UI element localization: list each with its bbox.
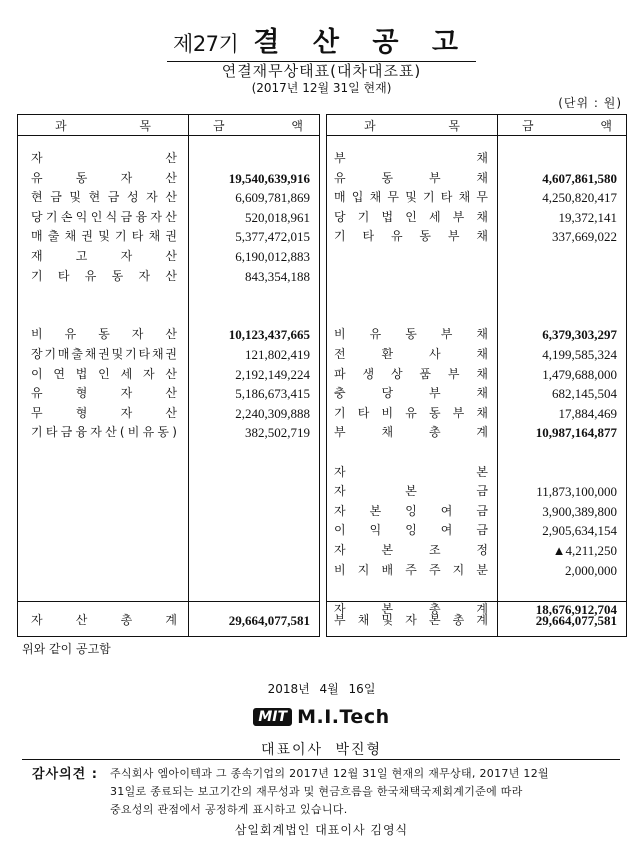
liab-equity-row — [326, 149, 626, 168]
liab-equity-label: 유 동 부 채 — [334, 170, 488, 185]
liab-equity-row — [326, 267, 626, 286]
liab-equity-row — [326, 521, 626, 540]
asset-row — [17, 345, 317, 364]
asset-label: 당 기 손 익 인 식 금 융 자 산 — [31, 209, 177, 224]
asset-value: 6,609,781,869 — [235, 190, 310, 206]
liab-equity-value: 4,250,820,417 — [542, 190, 617, 206]
asset-row — [17, 384, 317, 403]
liab-equity-label: 자 본 총 계 — [334, 601, 488, 616]
liab-equity-label: 충 당 부 채 — [334, 386, 488, 401]
liab-equity-label: 자 본 잉 여 금 — [334, 503, 488, 518]
asset-value: 6,190,012,883 — [235, 249, 310, 264]
asset-row — [17, 325, 317, 344]
liab-equity-row — [326, 188, 626, 207]
liab-equity-total-label: 부 채 및 자 본 총 계 — [334, 613, 488, 627]
asset-row — [17, 208, 317, 227]
asset-label: 매 출 채 권 및 기 타 채 권 — [31, 229, 177, 244]
liab-equity-total-value: 29,664,077,581 — [535, 613, 617, 628]
asset-row — [17, 169, 317, 188]
liab-equity-value: 4,607,861,580 — [542, 170, 617, 186]
liab-equity-row — [326, 561, 626, 580]
ceo-signature: 대표이사 박진형 — [260, 742, 383, 758]
asset-value: 2,192,149,224 — [235, 366, 310, 382]
assets-total-label: 자 산 총 계 — [31, 613, 177, 627]
liabilities-item-header: 과 목 — [364, 118, 460, 133]
asset-value: 5,377,472,015 — [235, 229, 310, 245]
asset-row — [17, 188, 317, 207]
liab-equity-value: 17,884,469 — [558, 405, 617, 421]
asset-label: 현 금 및 현 금 성 자 산 — [31, 190, 177, 205]
liab-equity-row — [326, 306, 626, 325]
liab-equity-row — [326, 208, 626, 227]
liab-equity-row — [326, 404, 626, 423]
auditor-signature: 삼일회계법인 대표이사 김영식 — [234, 823, 409, 837]
asset-row — [17, 286, 317, 305]
liab-equity-value: 19,372,141 — [558, 209, 617, 225]
asset-row — [17, 365, 317, 384]
liab-equity-value: 682,145,504 — [552, 386, 617, 402]
liab-equity-row — [326, 345, 626, 364]
asset-label: 이 연 법 인 세 자 산 — [31, 366, 177, 381]
liab-equity-value: 337,669,022 — [552, 229, 617, 245]
liab-equity-row — [326, 227, 626, 246]
statement-subtitle: 연결재무상태표(대차대조표) — [221, 62, 422, 80]
unit-label: (단위 : 원) — [558, 96, 622, 110]
liab-equity-row — [326, 580, 626, 599]
asset-row — [17, 404, 317, 423]
asset-label: 무 형 자 산 — [31, 405, 177, 420]
liab-equity-row — [326, 325, 626, 344]
asset-value: 19,540,639,916 — [228, 170, 310, 186]
asset-row — [17, 423, 317, 442]
asset-row — [17, 149, 317, 168]
liab-equity-label: 파 생 상 품 부 채 — [334, 366, 488, 381]
liab-equity-row — [326, 286, 626, 305]
audit-opinion-label: 감사의견 : — [32, 767, 98, 782]
liab-equity-value: 2,000,000 — [565, 562, 617, 578]
liab-equity-row — [326, 423, 626, 442]
asset-value: 121,802,419 — [245, 347, 310, 362]
asset-label: 기 타 금 융 자 산 ( 비 유 동 ) — [31, 425, 177, 440]
liab-equity-total-row — [326, 611, 627, 630]
statement-date: (2017년 12월 31일 현재) — [251, 81, 392, 95]
liab-equity-row — [326, 541, 626, 560]
liabilities-amount-header: 금 액 — [522, 118, 612, 133]
liab-equity-value: 4,199,585,324 — [542, 347, 617, 362]
liab-equity-row — [326, 169, 626, 188]
liab-equity-row — [326, 482, 626, 501]
asset-value: 520,018,961 — [245, 209, 310, 225]
notice-title — [0, 20, 643, 62]
liab-equity-value: 11,873,100,000 — [536, 484, 617, 500]
liab-equity-label: 기 타 비 유 동 부 채 — [334, 405, 488, 420]
asset-label: 유 동 자 산 — [31, 170, 177, 185]
assets-total-row — [17, 611, 320, 630]
audit-divider — [22, 759, 620, 760]
liab-equity-value: ▲4,211,250 — [552, 543, 617, 558]
asset-value: 2,240,309,888 — [235, 405, 310, 421]
liab-equity-value: 3,900,389,800 — [542, 503, 617, 519]
liab-equity-label: 자 본 조 정 — [334, 543, 488, 557]
liab-equity-value: 2,905,634,154 — [542, 523, 617, 539]
liab-equity-row — [326, 384, 626, 403]
asset-label: 기 타 유 동 자 산 — [31, 268, 177, 283]
liab-equity-row — [326, 365, 626, 384]
liab-equity-label: 자 본 금 — [334, 484, 488, 499]
asset-row — [17, 306, 317, 325]
asset-label: 장 기 매 출 채 권 및 기 타 채 권 — [31, 347, 177, 361]
liab-equity-value: 10,987,164,877 — [535, 425, 617, 441]
liab-equity-row — [326, 502, 626, 521]
liab-equity-label: 기 타 유 동 부 채 — [334, 229, 488, 244]
asset-row — [17, 247, 317, 266]
liab-equity-label: 전 환 사 채 — [334, 347, 488, 361]
asset-label: 비 유 동 자 산 — [31, 327, 177, 342]
company-name: M.I.Tech — [297, 706, 390, 728]
liab-equity-row — [326, 247, 626, 266]
publish-date: 2018년 4월 16일 — [267, 682, 376, 696]
asset-value: 382,502,719 — [245, 425, 310, 441]
asset-label: 자 산 — [31, 151, 177, 165]
liab-equity-value: 1,479,688,000 — [542, 366, 617, 382]
asset-row — [17, 227, 317, 246]
balance-sheet-table — [17, 114, 627, 635]
asset-label: 유 형 자 산 — [31, 386, 177, 401]
assets-item-header: 과 목 — [55, 118, 151, 133]
audit-opinion-line: 주식회사 엠아이텍과 그 종속기업의 2017년 12월 31일 현재의 재무상태, 2017년 12월 — [110, 767, 549, 780]
liab-equity-row — [326, 463, 626, 482]
liab-equity-row — [326, 443, 626, 462]
liab-equity-label: 부 채 — [334, 151, 488, 165]
logo-icon: MIT — [253, 708, 292, 726]
fiscal-period: 제27기 — [173, 32, 239, 56]
liab-equity-label: 매 입 채 무 및 기 타 채 무 — [334, 190, 488, 205]
liab-equity-label: 비 유 동 부 채 — [334, 327, 488, 342]
liab-equity-label: 이 익 잉 여 금 — [334, 523, 488, 538]
closing-statement: 위와 같이 공고함 — [22, 642, 111, 656]
assets-total-value: 29,664,077,581 — [228, 613, 310, 628]
liab-equity-value: 18,676,912,704 — [535, 601, 617, 617]
liabilities-equity-panel — [326, 114, 627, 637]
liab-equity-label: 당 기 법 인 세 부 채 — [334, 209, 488, 224]
liab-equity-label: 비 지 배 주 주 지 분 — [334, 562, 488, 577]
asset-label: 재 고 자 산 — [31, 249, 177, 263]
liab-equity-label: 부 채 총 계 — [334, 425, 488, 440]
asset-value: 5,186,673,415 — [235, 386, 310, 402]
liab-equity-label: 자 본 — [334, 464, 488, 479]
asset-row — [17, 267, 317, 286]
liab-equity-value: 6,379,303,297 — [542, 327, 617, 343]
audit-opinion-line: 중요성의 관점에서 공정하게 표시하고 있습니다. — [110, 803, 348, 816]
asset-value: 10,123,437,665 — [228, 327, 310, 343]
assets-panel — [17, 114, 320, 637]
notice-heading: 결 산 공 고 — [253, 27, 470, 58]
asset-value: 843,354,188 — [245, 268, 310, 284]
audit-opinion-line: 31일로 종료되는 보고기간의 재무성과 및 현금흐름을 한국채택국제회계기준에 따라 — [110, 785, 523, 798]
assets-amount-header: 금 액 — [213, 118, 303, 133]
company-logo — [0, 706, 643, 728]
